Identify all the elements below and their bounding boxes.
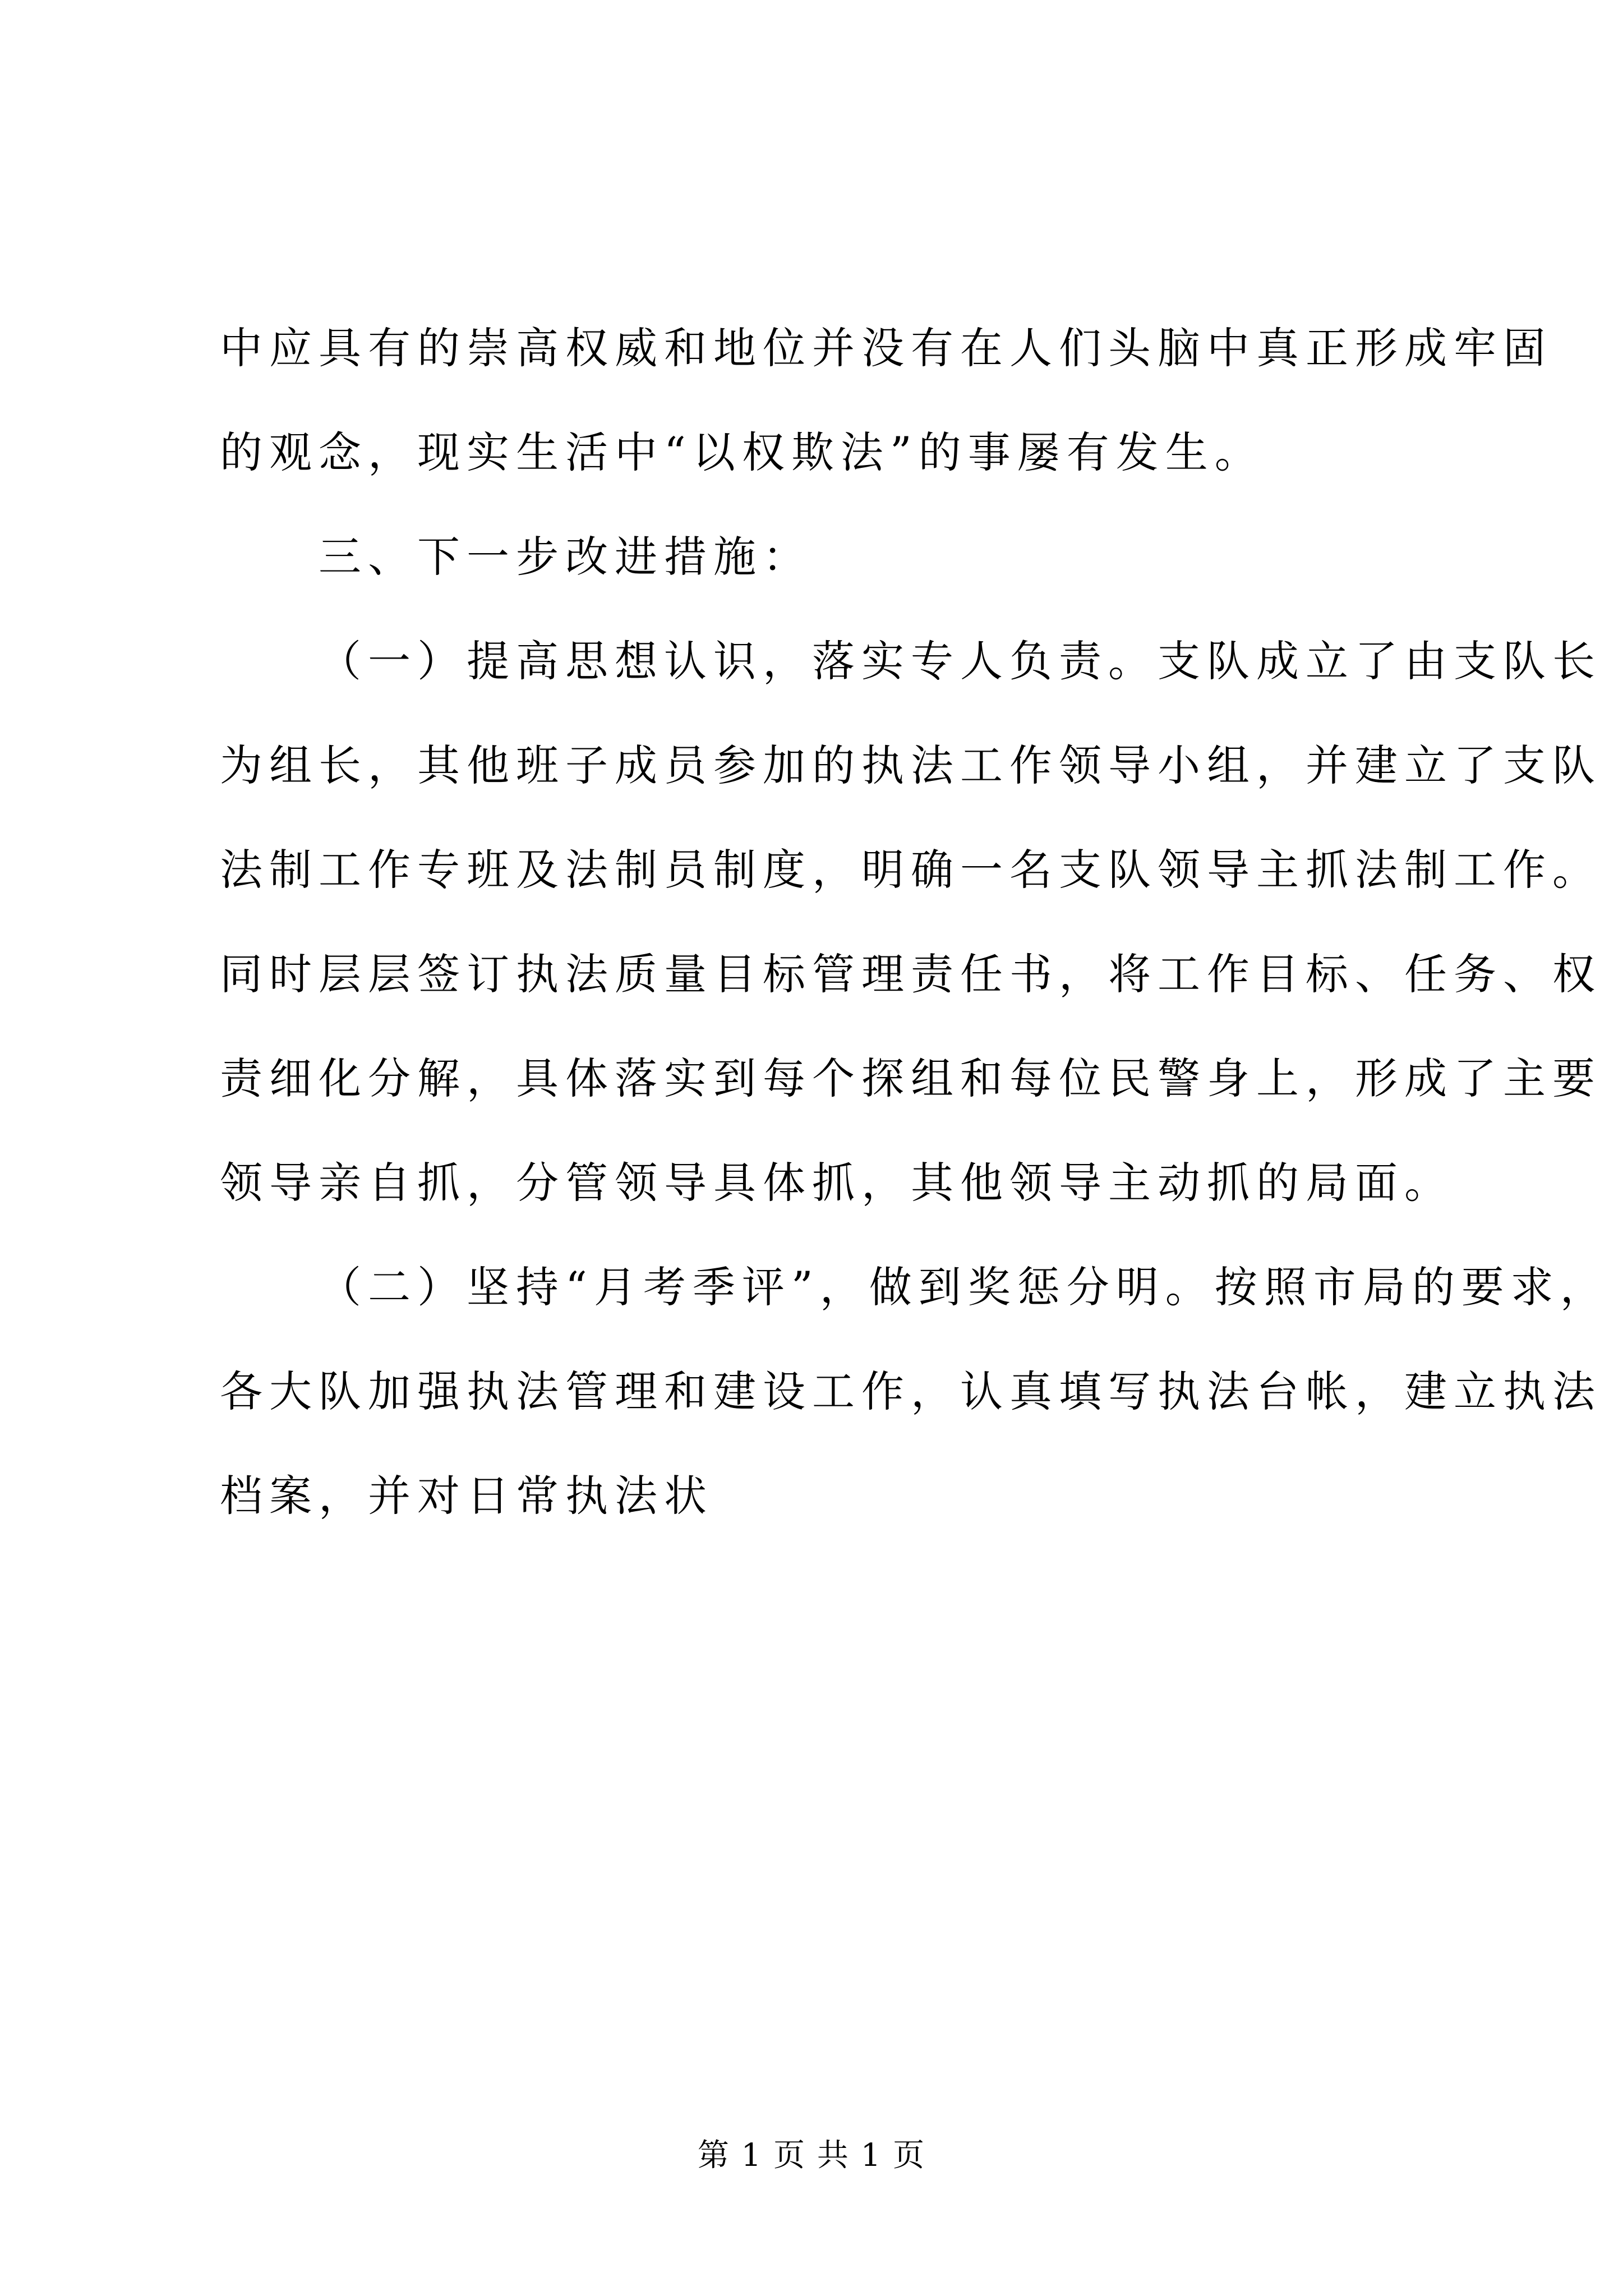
text-line: 各大队加强执法管理和建设工作，认真填写执法台帐，建立执法 <box>220 1366 1602 1416</box>
paragraph-first-line: （二）坚持“月考季评”，做到奖惩分明。按照市局的要求， <box>319 1262 1610 1312</box>
page-footer: 第 1 页 共 1 页 <box>697 2137 926 2174</box>
text-line: 责细化分解，具体落实到每个探组和每位民警身上，形成了主要 <box>220 1053 1602 1103</box>
text-line: 档案，并对日常执法状 <box>220 1471 713 1521</box>
text-line: 中应具有的崇高权威和地位并没有在人们头脑中真正形成牢固 <box>220 323 1552 373</box>
text-line: 同时层层签订执法质量目标管理责任书，将工作目标、任务、权 <box>220 949 1602 999</box>
paragraph-first-line: （一）提高思想认识，落实专人负责。支队成立了由支队长 <box>319 636 1602 686</box>
text-line: 的观念，现实生活中“以权欺法”的事屡有发生。 <box>220 427 1264 477</box>
text-line: 领导亲自抓，分管领导具体抓，其他领导主动抓的局面。 <box>220 1158 1454 1208</box>
text-line: 法制工作专班及法制员制度，明确一名支队领导主抓法制工作。 <box>220 845 1602 895</box>
document-body <box>220 296 1610 1548</box>
text-line: 为组长，其他班子成员参加的执法工作领导小组，并建立了支队 <box>220 740 1602 790</box>
section-heading: 三、下一步改进措施： <box>319 532 812 582</box>
